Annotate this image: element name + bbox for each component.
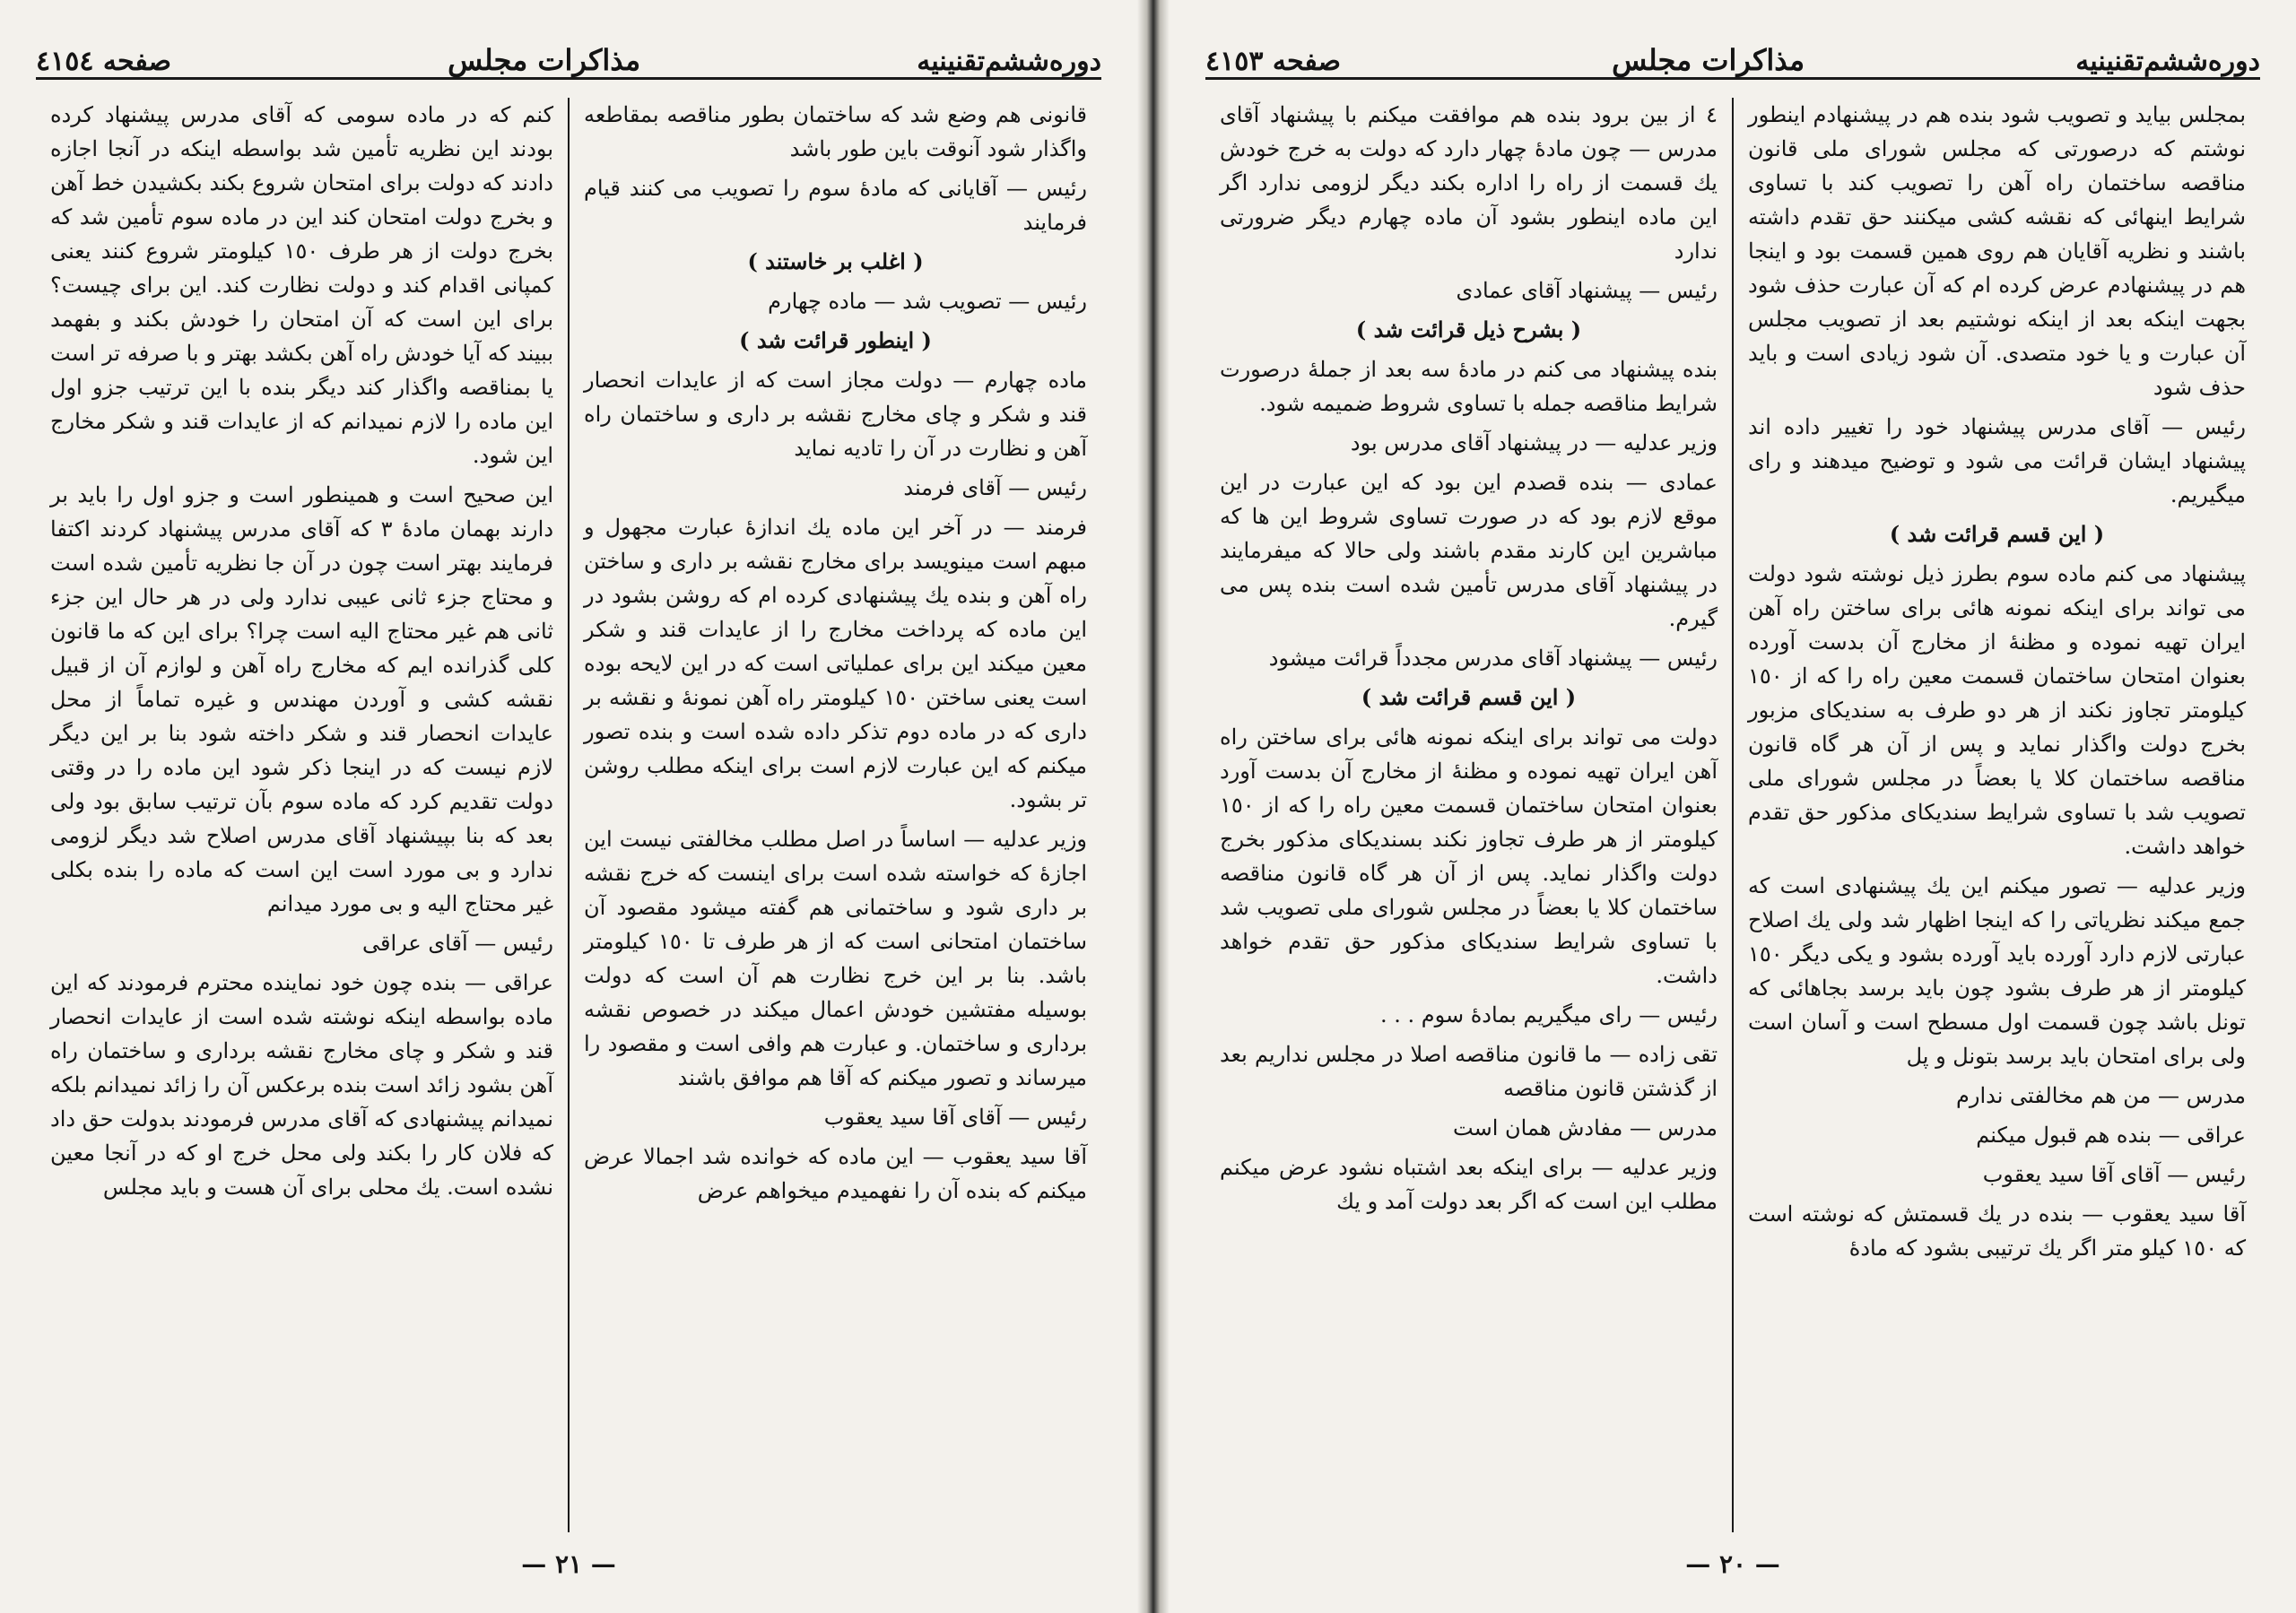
paragraph: رئیس — آقای فرمند xyxy=(903,475,1087,500)
header-page-number: صفحه ٤١٥٣ xyxy=(1205,46,1341,77)
paragraph: آقا سید یعقوب — بنده در یك قسمتش که نوشته است که ١٥٠ کیلو متر اگر یك ترتیبی بشود که مادهٔ xyxy=(1748,1201,2246,1261)
paragraph: وزیر عدلیه — تصور میکنم این یك پیشنهادی است که جمع میکند نظریاتی را که اینجا اظهار شد ولی یك اصلاح عبارتی لازم دارد آورده باید آورده بشود و یکی دیگر ١٥٠ کیلومتر از هر طرف بشود چون باید برسد بجاهائی که تونل باشد چون قسمت اول مسطح است و آسان است ولی برای امتحان باید برسد بتونل و پل xyxy=(1748,873,2246,1069)
paragraph: آقا سید یعقوب — این ماده که خوانده شد اجمالا عرض میکنم که بنده آن را نفهمیدم میخواهم عرض xyxy=(584,1144,1087,1203)
paragraph: پیشنهاد می کنم ماده سوم بطرز ذیل نوشته شود دولت می تواند برای اینکه نمونه هائی برای ساختن راه آهن ایران تهیه نموده و مظنهٔ از مخارج آن بدست آورده بعنوان امتحان ساختمان قسمت معین راه را که از ١٥٠ کیلومتر تجاوز نکند از هر دو طرف به سندیکای مزبور بخرج دولت واگذار نماید و پس از آن هر گاه قانون مناقصه ساختمان کلا یا بعضاً در مجلس شورای ملی تصویب شد با تساوی شرایط سندیکای مذکور حق تقدم خواهد داشت. xyxy=(1748,561,2246,859)
paragraph: وزیر عدلیه — در پیشنهاد آقای مدرس بود xyxy=(1350,430,1718,455)
paragraph: رئیس — آقایانی که مادهٔ سوم را تصویب می کنند قیام فرمایند xyxy=(584,176,1087,235)
page-header xyxy=(1205,34,2260,80)
column-left xyxy=(1205,98,1732,1532)
paragraph: رئیس — آقای مدرس پیشنهاد خود را تغییر داده اند پیشنهاد ایشان قرائت می شود و توضیح میدهند و رای میگیریم. xyxy=(1748,414,2246,507)
column-right xyxy=(570,98,1101,1532)
column-divider xyxy=(1732,98,1734,1532)
header-period: دوره‌ششم‌تقنینیه xyxy=(2075,46,2260,77)
header-title: مذاکرات مجلس xyxy=(1612,43,1805,77)
folio-number: — ٢١ — xyxy=(521,1549,616,1579)
header-title: مذاکرات مجلس xyxy=(448,43,641,77)
paragraph: تقی زاده — ما قانون مناقصه اصلا در مجلس نداریم بعد از گذشتن قانون مناقصه xyxy=(1220,1042,1718,1101)
column-right xyxy=(1734,98,2260,1532)
paragraph: ماده چهارم — دولت مجاز است که از عایدات انحصار قند و شکر و چای مخارج نقشه بر داری و ساختمان راه آهن و نظارت در آن را تادیه نماید xyxy=(584,368,1087,461)
header-page-number: صفحه ٤١٥٤ xyxy=(36,46,171,77)
paragraph: ( این قسم قرائت شد ) xyxy=(1889,521,2105,547)
paragraph: ٤ از بین برود بنده هم موافقت میکنم با پیشنهاد آقای مدرس — چون مادهٔ چهار دارد که دولت به خرج خودش یك قسمت از راه را اداره بکند دیگر لزومی ندارد اگر این ماده اینطور بشود آن ماده چهارم دیگر ضرورتی ندارد xyxy=(1220,102,1718,264)
paragraph: عراقی — بنده هم قبول میکنم xyxy=(1976,1123,2246,1148)
paragraph: دولت می تواند برای اینکه نمونه هائی برای ساختن راه آهن ایران تهیه نموده و مظنهٔ از مخارج آن بدست آورد بعنوان امتحان ساختمان قسمت معین راه را که از ١٥٠ کیلومتر از هر طرف تجاوز نکند بسندیکای مذکور بخرج دولت واگذار نماید. پس از آن هر گاه قانون مناقصه ساختمان کلا یا بعضاً در مجلس شورای ملی تصویب شد با تساوی شرایط سندیکای مذکور حق تقدم خواهد داشت. xyxy=(1220,724,1718,988)
paragraph: قانونی هم وضع شد که ساختمان بطور مناقصه بمقاطعه واگذار شود آنوقت باین طور باشد xyxy=(584,102,1087,161)
paragraph: ( اغلب بر خاستند ) xyxy=(747,248,924,274)
text-columns xyxy=(1205,98,2260,1532)
paragraph: بنده پیشنهاد می کنم در مادهٔ سه بعد از جملهٔ درصورت شرایط مناقصه جمله با تساوی شروط ضمیمه شود. xyxy=(1220,357,1718,416)
paragraph: فرمند — در آخر این ماده یك اندازهٔ عبارت مجهول و مبهم است مینویسد برای مخارج نقشه بر داری و ساختن راه آهن و بنده یك پیشنهادی کرده ام که روشن بشود در این ماده که پرداخت مخارج را از عایدات قند و شکر معین میکند این برای عملیاتی است که در این لایحه بوده است یعنی ساختن ١٥٠ کیلومتر راه آهن نمونهٔ و نقشه بر داری که در ماده دوم تذکر داده شده است و بنده تصور میکنم که این عبارت لازم است برای اینکه مطلب روشن تر بشود. xyxy=(584,515,1087,812)
text-columns xyxy=(36,98,1101,1532)
paragraph: عمادی — بنده قصدم این بود که این عبارت در این موقع لازم بود که در صورت تساوی شروط این ها که مباشرین این کارند مقدم باشند ولی حالا که میفرمایند در پیشنهاد آقای مدرس تأمین شده است بنده پس می گیرم. xyxy=(1220,470,1718,631)
paragraph: مدرس — من هم مخالفتی ندارم xyxy=(1956,1083,2246,1108)
paragraph: وزیر عدلیه — برای اینکه بعد اشتباه نشود عرض میکنم مطلب این است که اگر بعد دولت آمد و یك xyxy=(1220,1155,1718,1214)
paragraph: عراقی — بنده چون خود نماینده محترم فرمودند که این ماده بواسطه اینکه نوشته شده است از عایدات انحصار قند و شکر و چای مخارج نقشه برداری و ساختمان راه آهن بشود زائد است بنده برعکس آن را زائد نمیدانم بلکه نمیدانم پیشنهادی که آقای مدرس فرمودند بدولت حق داد که فلان کار را بکند ولی محل خرج او که در آنجا معین نشده است. یك محلی برای آن هست و باید مجلس xyxy=(50,970,553,1200)
paragraph: رئیس — پیشنهاد آقای عمادی xyxy=(1456,278,1718,303)
paragraph: ( اینطور قرائت شد ) xyxy=(739,327,932,353)
paragraph: بمجلس بیاید و تصویب شود بنده هم در پیشنهادم اینطور نوشتم که درصورتی که مجلس شورای ملی قانون مناقصه ساختمان راه آهن را تصویب کند با تساوی شرایط اینهائی که نقشه کشی میکنند حق تقدم داشته باشند و نظریه آقایان هم روی همین قسمت بود و اینجا هم در پیشنهادم عرض کرده ام که آن عبارت حذف شود بجهت اینکه بعد از اینکه نوشتیم بعد از تصویب مجلس آن عبارت و یا خود متصدی. آن شود زیادی است و باید حذف شود xyxy=(1748,102,2246,400)
left-page xyxy=(0,0,1137,1613)
paragraph: رئیس — آقای عراقی xyxy=(362,931,553,956)
book-spine xyxy=(1137,0,1170,1613)
column-left xyxy=(36,98,568,1532)
paragraph: وزیر عدلیه — اساساً در اصل مطلب مخالفتی نیست این اجازهٔ که خواسته شده است برای اینست که خرج نقشه بر داری شود و ساختمانی هم گفته میشود مقصود آن ساختمان امتحانی است که از هر طرف تا ١٥٠ کیلومتر باشد. بنا بر این خرج نظارت هم آن است که دولت بوسیله مفتشین خودش اعمال میکند در خصوص نقشه برداری و ساختمان. و عبارت هم وافی است و مقصود را میرساند و تصور میکنم که آقا هم موافق باشند xyxy=(584,827,1087,1090)
paragraph: رئیس — آقای آقا سید یعقوب xyxy=(823,1105,1087,1130)
paragraph: ( این قسم قرائت شد ) xyxy=(1361,684,1577,710)
paragraph: رئیس — پیشنهاد آقای مدرس مجدداً قرائت میشود xyxy=(1268,646,1718,671)
paragraph: این صحیح است و همینطور است و جزو اول را باید بر دارند بهمان مادهٔ ٣ که آقای مدرس پیشنهاد کردند اکتفا فرمایند بهتر است چون در آن جا نظریه تأمین شده است و محتاج جزء ثانی عیبی ندارد ولی در هر حال این جزء ثانی هم غیر محتاج الیه است چرا؟ برای این که ما قانون کلی گذرانده ایم که مخارج راه آهن و لوازم آن از قبیل نقشه کشی و آوردن مهندس و غیره تماماً از محل عایدات انحصار قند و شکر داخته شود بنا بر این دیگر لازم نیست که در اینجا ذکر شود این ماده را در وقتی دولت تقدیم کرد که ماده سوم بآن ترتیب سابق بود ولی بعد که بنا بپیشنهاد آقای مدرس اصلاح شد دیگر لزومی ندارد و بی مورد است این است که ماده را بنده بکلی غیر محتاج الیه و بی مورد میدانم xyxy=(50,482,554,916)
paragraph: رئیس — رای میگیریم بمادهٔ سوم . . . xyxy=(1379,1002,1718,1028)
paragraph: کنم که در ماده سومی که آقای مدرس پیشنهاد کرده بودند این نظریه تأمین شد بواسطه اینکه در آنجا اجازه دادند که دولت برای امتحان شروع بکند بکشیدن خط آهن و بخرج دولت امتحان کند این در ماده سوم تأمین شد که بخرج دولت از هر طرف ١٥٠ کیلومتر شروع کنند یعنی کمپانی اقدام کند و دولت نظارت کند. این برای چیست؟ برای این است که آن امتحان را خودش بکند و بفهمد ببیند که آیا خودش راه آهن بکشد بهتر و با صرفه تر است یا بمناقصه واگذار کند دیگر بنده با این ترتیب جزو اول این ماده را لازم نمیدانم که از عایدات قند و شکر مخارج این شود. xyxy=(50,102,554,468)
column-divider xyxy=(568,98,570,1532)
page-header xyxy=(36,34,1101,80)
header-period: دوره‌ششم‌تقنینیه xyxy=(917,46,1101,77)
paragraph: رئیس — تصویب شد — ماده چهارم xyxy=(768,289,1087,314)
right-page xyxy=(1170,0,2296,1613)
paragraph: ( بشرح ذیل قرائت شد ) xyxy=(1355,317,1582,343)
paragraph: رئیس — آقای آقا سید یعقوب xyxy=(1982,1162,2246,1187)
folio-number: — ٢٠ — xyxy=(1685,1549,1780,1579)
paragraph: مدرس — مفادش همان است xyxy=(1453,1115,1718,1140)
